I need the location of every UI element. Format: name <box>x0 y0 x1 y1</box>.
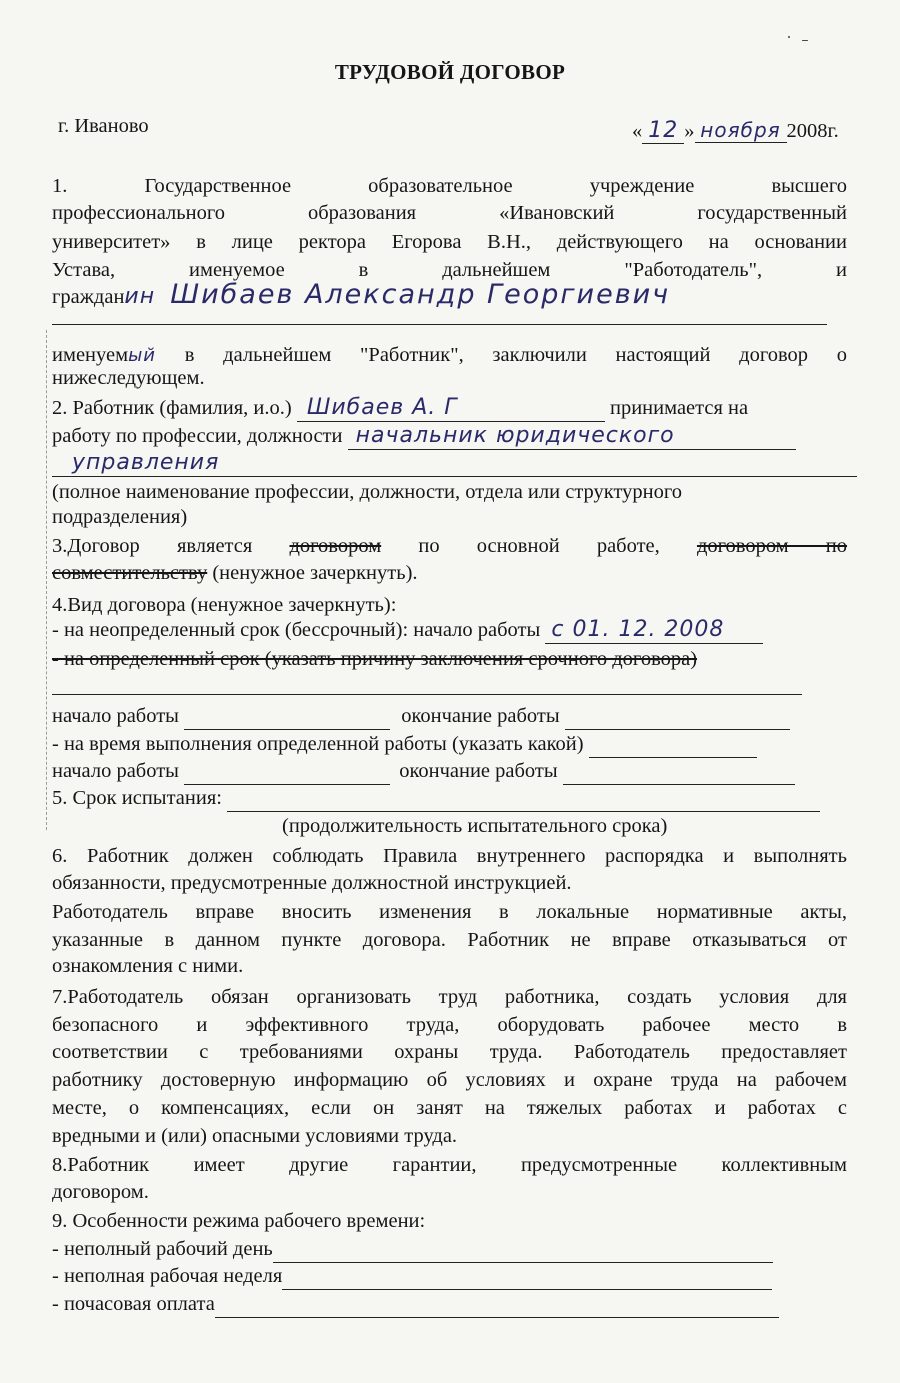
blank-line <box>52 694 802 695</box>
p7-line1: 7.Работодатель обязан организовать труд работника, создать условия для <box>52 986 847 1008</box>
p1-line5: гражданин Шибаев Александр Георгиевич <box>52 279 671 310</box>
p2-note-line1: (полное наименование профессии, должности, отдела или структурного <box>52 481 683 503</box>
document-title: ТРУДОВОЙ ДОГОВОР <box>334 60 566 84</box>
blank-line <box>52 324 827 325</box>
p2-line3 <box>52 450 847 477</box>
p1-line7: именуемый в дальнейшем "Работник", заключили настоящий договор о <box>52 344 848 366</box>
date-day: 12 <box>642 118 684 144</box>
scan-speck <box>788 36 790 38</box>
p6-line2: обязанности, предусмотренные должностной инструкцией. <box>52 872 572 894</box>
employee-short-name: Шибаев А. Г <box>297 395 605 422</box>
p6-line4: указанные в данном пункте договора. Работник не вправе отказываться от <box>52 929 847 951</box>
p1-line1: 1. Государственное образовательное учреждение высшего <box>52 175 848 197</box>
p4-task-dates: начало работы окончание работы <box>52 758 847 785</box>
p6-line5: ознакомления с ними. <box>52 955 244 977</box>
p7-line4: работнику достоверную информацию об условиях и охране труда на рабочем <box>52 1069 847 1091</box>
p1-line4: Устава, именуемое в дальнейшем "Работодатель", и <box>52 259 847 281</box>
p1-line8: нижеследующем. <box>52 367 205 389</box>
date-month: ноября <box>695 118 787 143</box>
p6-line1: 6. Работник должен соблюдать Правила внутреннего распорядка и выполнять <box>52 845 847 867</box>
p8-line1: 8.Работник имеет другие гарантии, предусмотренные коллективным <box>52 1154 847 1176</box>
p9-item1: - неполный рабочий день <box>52 1236 847 1263</box>
p9-title: 9. Особенности режима рабочего времени: <box>52 1210 426 1232</box>
p7-line5: месте, о компенсациях, если он занят на тяжелых работах и работах с <box>52 1097 847 1119</box>
city: г. Иваново <box>58 115 149 137</box>
scan-margin-line <box>46 330 47 830</box>
p9-item3: - почасовая оплата <box>52 1291 847 1318</box>
p2-line1: 2. Работник (фамилия, и.о.) Шибаев А. Г принимается на <box>52 395 749 420</box>
p4-title: 4.Вид договора (ненужное зачеркнуть): <box>52 594 397 616</box>
position-line2: управления <box>52 450 857 477</box>
p7-line3: соответствии с требованиями охраны труда. Работодатель предоставляет <box>52 1041 847 1063</box>
p8-line2: договором. <box>52 1181 149 1203</box>
p9-item2: - неполная рабочая неделя <box>52 1263 847 1290</box>
p2-note-line2: подразделения) <box>52 506 188 528</box>
p7-line6: вредными и (или) опасными условиями труда. <box>52 1125 458 1147</box>
p4-indefinite: - на неопределенный срок (бессрочный): начало работы с 01. 12. 2008 <box>52 617 847 644</box>
scan-speck <box>802 40 808 41</box>
p1-line3: университет» в лице ректора Егорова В.Н., действующего на основании <box>52 231 847 253</box>
start-date: с 01. 12. 2008 <box>545 617 763 644</box>
p5-line1: 5. Срок испытания: <box>52 785 847 812</box>
p7-line2: безопасного и эффективного труда, оборудовать рабочее место в <box>52 1014 847 1036</box>
p5-note: (продолжительность испытательного срока) <box>282 815 668 837</box>
employee-full-name: Шибаев Александр Георгиевич <box>170 279 671 310</box>
p1-line2: профессионального образования «Ивановский государственный <box>52 202 848 224</box>
position-line1: начальник юридического <box>348 423 796 450</box>
p6-line3: Работодатель вправе вносить изменения в локальные нормативные акты, <box>52 901 847 923</box>
p4-task-based: - на время выполнения определенной работы (указать какой) <box>52 731 847 758</box>
p3-line1: 3.Договор является договором по основной работе, договором по <box>52 535 848 557</box>
p4-fixed-term: - на определенный срок (указать причину заключения срочного договора) <box>52 648 698 670</box>
p2-line2: работу по профессии, должности начальник юридического <box>52 423 847 450</box>
date-year: 2008 <box>786 120 828 142</box>
p3-line2: совместительству (ненужное зачеркнуть). <box>52 562 418 584</box>
p4-fixed-dates: начало работы окончание работы <box>52 703 847 730</box>
contract-date: « 12 » ноября 2008г. <box>632 118 839 143</box>
